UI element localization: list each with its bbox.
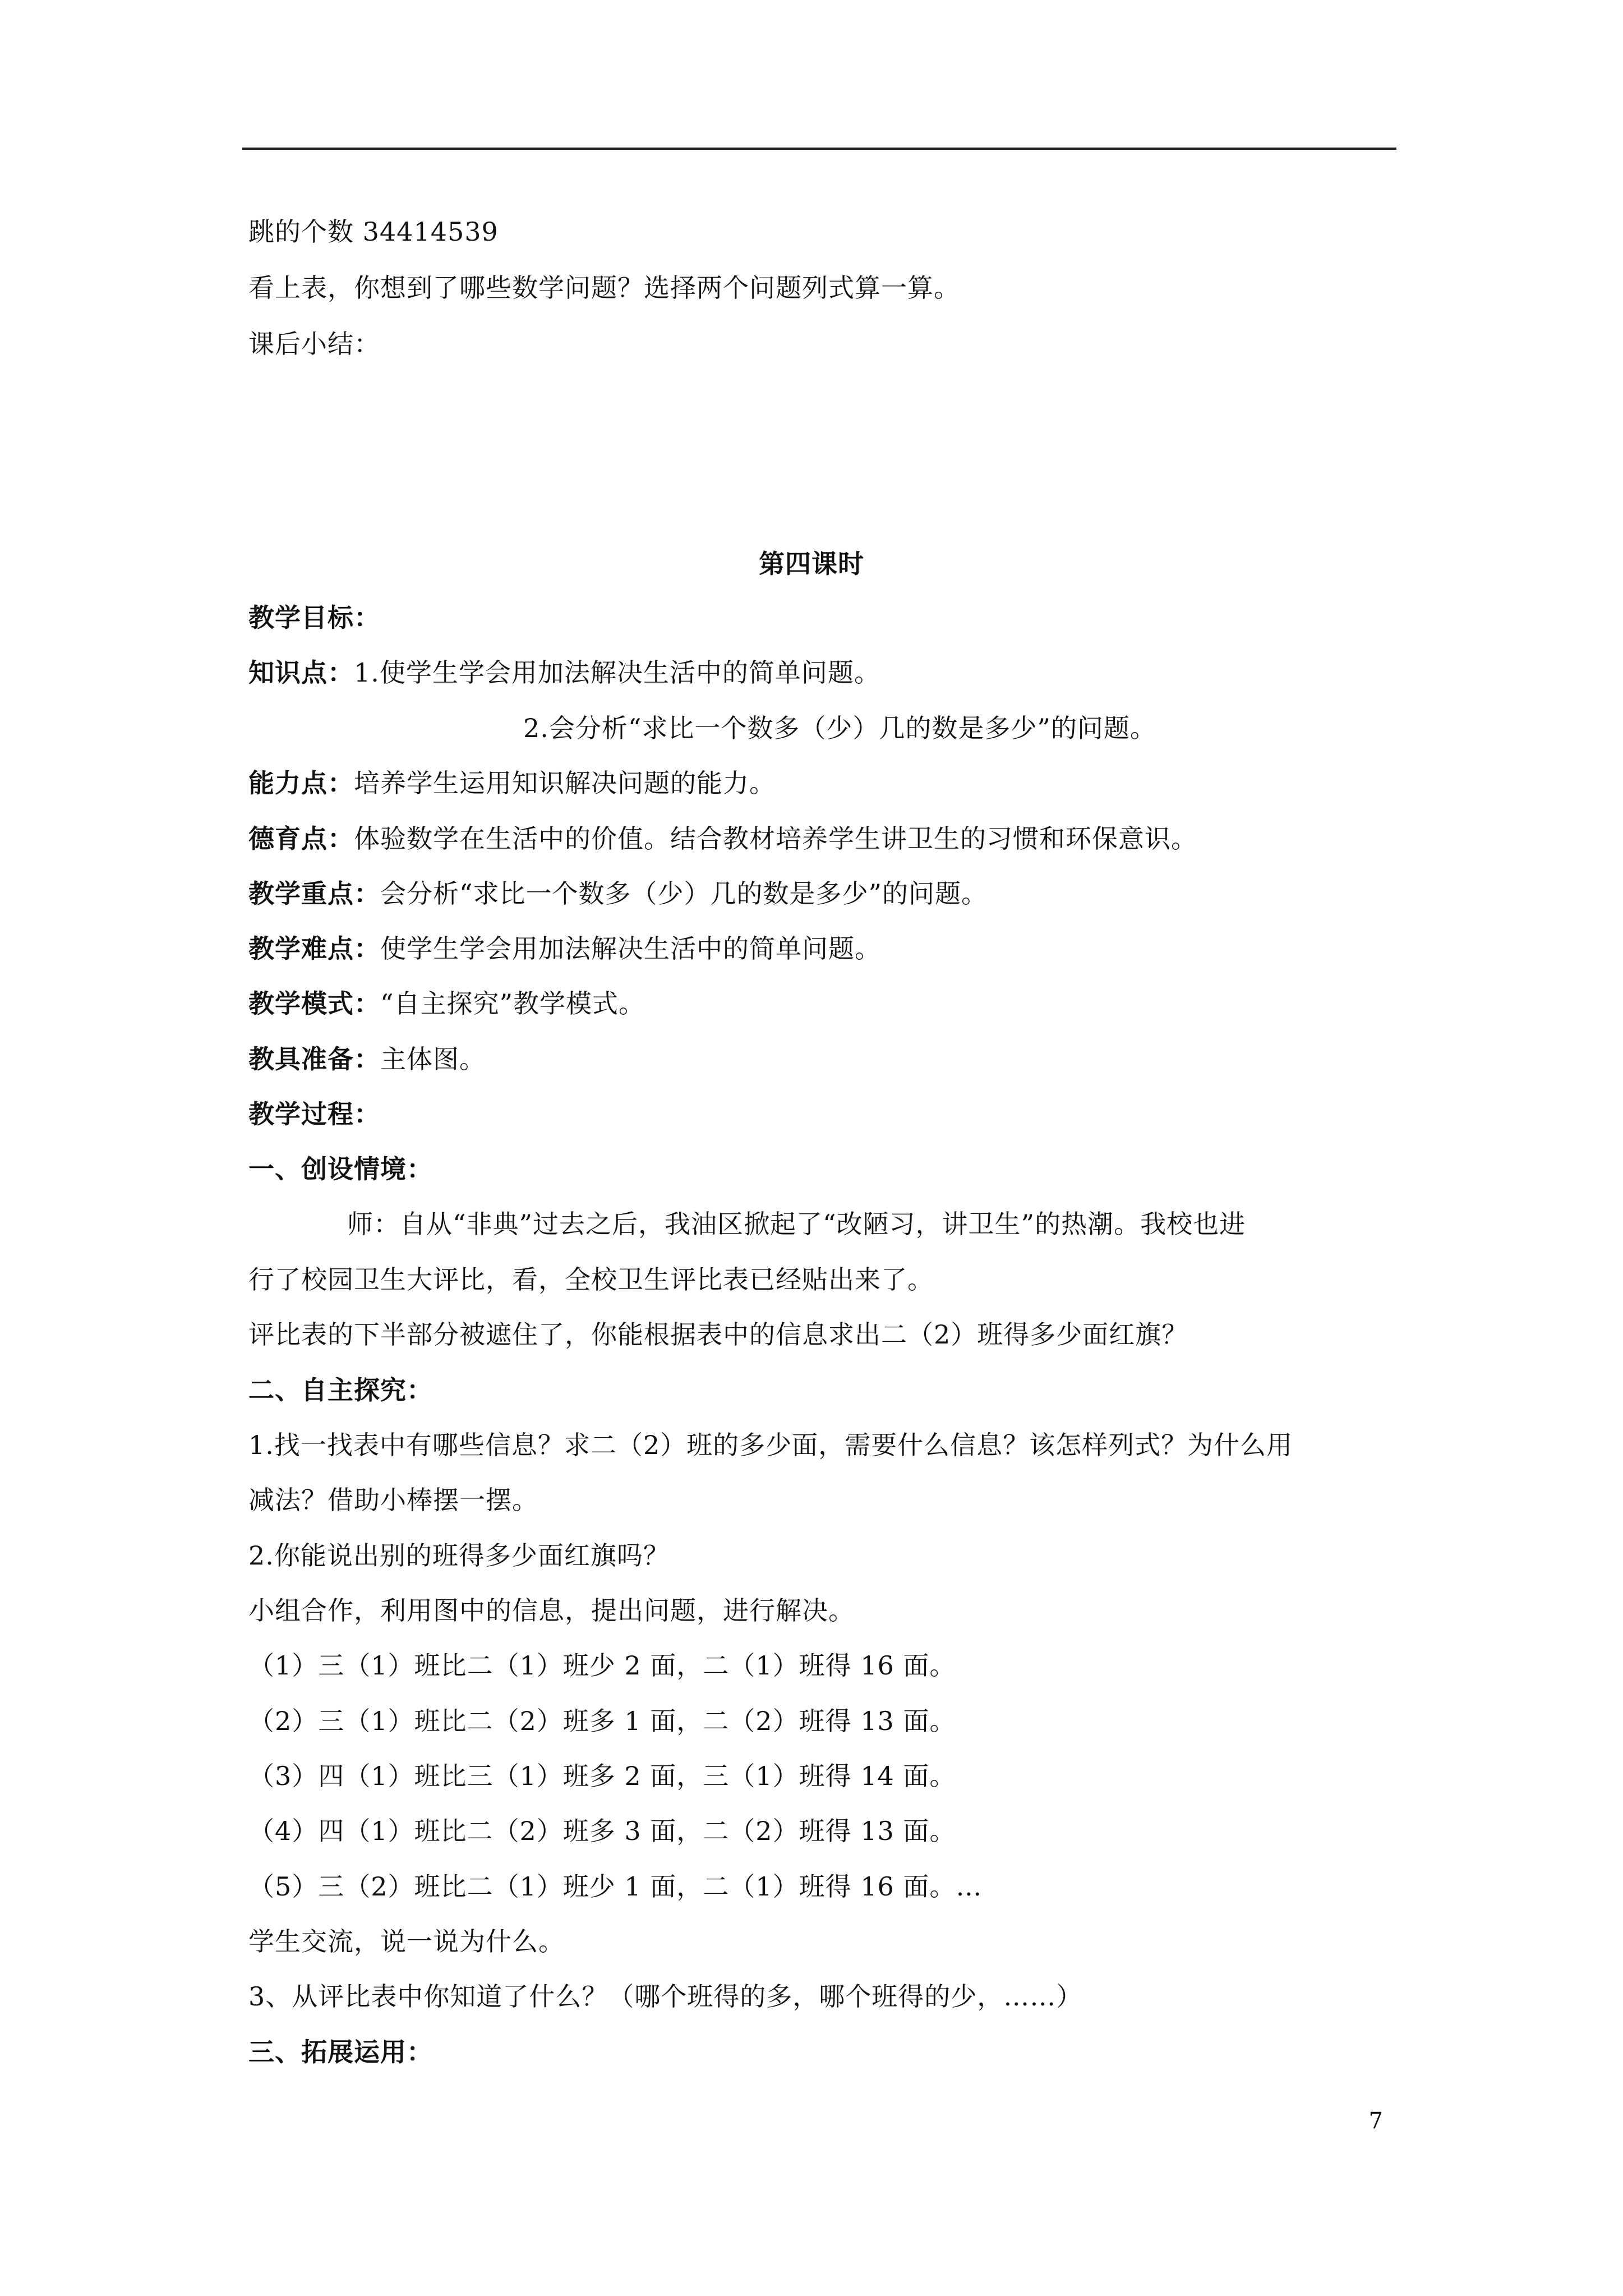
list-item: （4）四（1）班比二（2）班多 3 面，二（2）班得 13 面。 [248, 1816, 956, 1846]
list-item: （2）三（1）班比二（2）班多 1 面，二（2）班得 13 面。 [248, 1706, 956, 1736]
text-line [248, 766, 776, 800]
heading: 二、自主探究： [248, 1375, 433, 1405]
header-rule [242, 148, 1396, 150]
field-value: “自主探究”教学模式。 [380, 988, 645, 1019]
field-value: 使学生学会用加法解决生活中的简单问题。 [380, 933, 881, 964]
text-line: 小组合作，利用图中的信息，提出问题，进行解决。 [248, 1595, 855, 1626]
field-value: 培养学生运用知识解决问题的能力。 [354, 768, 776, 798]
field-label: 德育点： [248, 823, 354, 854]
heading: 教学过程： [248, 1099, 380, 1129]
text-line [248, 877, 988, 910]
text-line: 课后小结： [248, 329, 380, 359]
list-item: （5）三（2）班比二（1）班少 1 面，二（1）班得 16 面。… [248, 1871, 983, 1902]
text-line: 减法？借助小棒摆一摆。 [248, 1485, 538, 1515]
heading: 三、拓展运用： [248, 2037, 433, 2067]
text-line: 3、从评比表中你知道了什么？（哪个班得的多，哪个班得的少，……） [248, 1981, 1083, 2012]
field-label: 教学重点： [248, 878, 380, 909]
field-value: 会分析“求比一个数多（少）几的数是多少”的问题。 [380, 878, 988, 909]
text-line [248, 1042, 486, 1076]
text-line: 2.你能说出别的班得多少面红旗吗？ [248, 1540, 670, 1571]
text-line [248, 656, 880, 689]
text-line: 看上表，你想到了哪些数学问题？选择两个问题列式算一算。 [248, 273, 960, 303]
list-item: （3）四（1）班比三（1）班多 2 面，三（1）班得 14 面。 [248, 1761, 956, 1791]
text-line [248, 822, 1197, 855]
field-value: 主体图。 [380, 1044, 486, 1074]
field-label: 教学模式： [248, 988, 380, 1019]
text-line: 评比表的下半部分被遮住了，你能根据表中的信息求出二（2）班得多少面红旗？ [248, 1319, 1188, 1350]
field-value: 体验数学在生活中的价值。结合教材培养学生讲卫生的习惯和环保意识。 [354, 823, 1197, 854]
field-label: 教学难点： [248, 933, 380, 964]
text-line: 1.找一找表中有哪些信息？求二（2）班的多少面，需要什么信息？该怎样列式？为什么用 [248, 1430, 1293, 1460]
section-title: 第四课时 [759, 549, 864, 579]
field-value: 1.使学生学会用加法解决生活中的简单问题。 [354, 657, 880, 688]
list-item: （1）三（1）班比二（1）班少 2 面，二（1）班得 16 面。 [248, 1650, 956, 1681]
text-line: 行了校园卫生大评比，看，全校卫生评比表已经贴出来了。 [248, 1264, 934, 1295]
text-line: 跳的个数 34414539 [248, 217, 499, 247]
text-line [248, 932, 881, 965]
page-number: 7 [1368, 2108, 1383, 2134]
text-line: 学生交流，说一说为什么。 [248, 1926, 565, 1957]
text-line [248, 987, 645, 1020]
field-label: 知识点： [248, 657, 354, 688]
text-line: 师：自从“非典”过去之后，我油区掀起了“改陋习，讲卫生”的热潮。我校也进 [347, 1209, 1246, 1239]
text-line: 2.会分析“求比一个数多（少）几的数是多少”的问题。 [523, 713, 1156, 743]
field-label: 能力点： [248, 768, 354, 798]
heading: 教学目标： [248, 602, 380, 633]
field-label: 教具准备： [248, 1044, 380, 1074]
heading: 一、创设情境： [248, 1154, 433, 1184]
